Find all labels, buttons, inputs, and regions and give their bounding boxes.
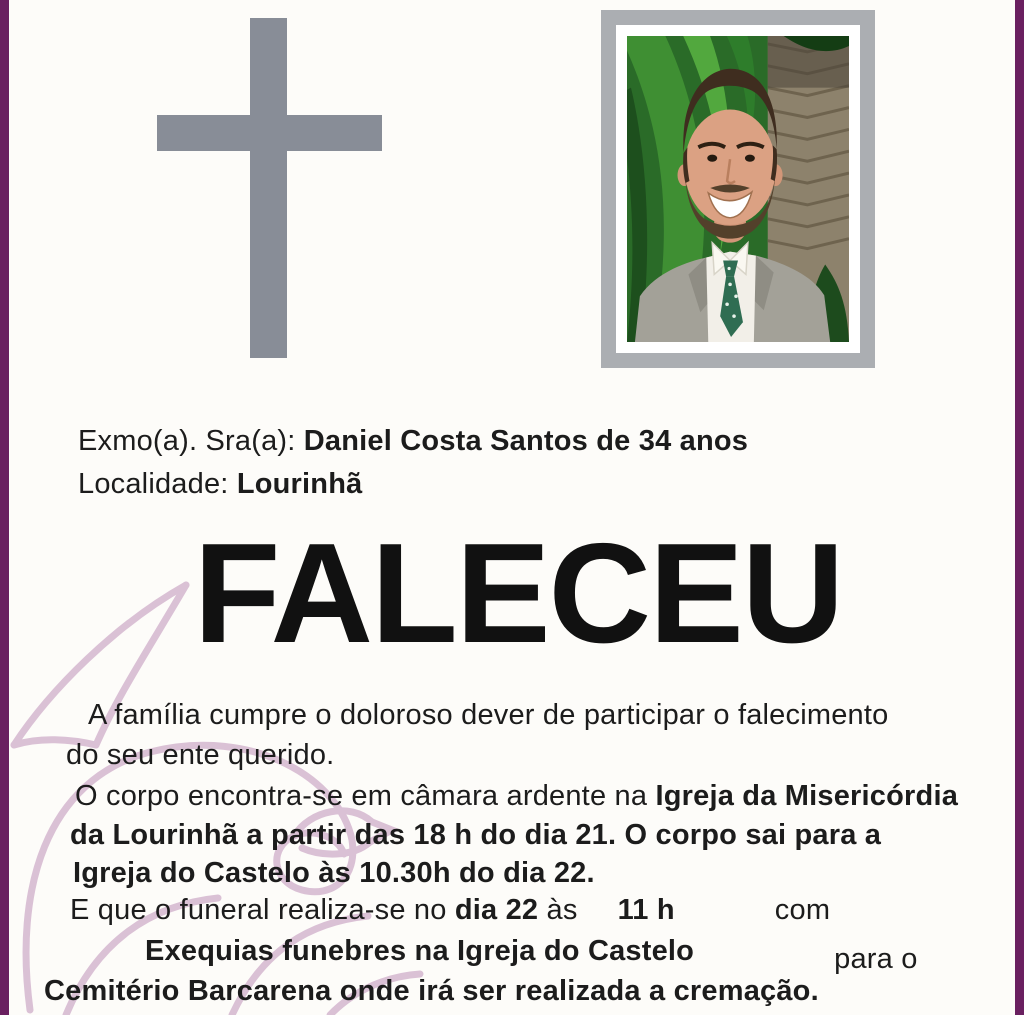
deceased-name: Daniel Costa Santos de 34 anos bbox=[303, 425, 749, 457]
deceased-portrait-photo bbox=[627, 36, 849, 342]
salutation-line bbox=[78, 427, 748, 456]
announcement-line: da Lourinhã a partir das 18 h do dia 21. O corpo sai para a bbox=[70, 819, 882, 851]
funeral-date: dia 22 bbox=[454, 894, 539, 926]
portrait-photo-frame bbox=[601, 10, 875, 368]
body-text: para o bbox=[834, 943, 918, 975]
left-accent-bar bbox=[0, 0, 9, 1015]
announcement-line: Cemitério Barcarena onde irá ser realizada a cremação. bbox=[44, 975, 819, 1007]
body-text: E que o funeral realiza-se no bbox=[70, 894, 455, 926]
locality-value: Lourinhã bbox=[236, 468, 363, 500]
body-text: às bbox=[538, 894, 578, 926]
body-text: com bbox=[774, 894, 831, 926]
salutation-label: Exmo(a). Sra(a): bbox=[78, 425, 296, 457]
exequias-text: Exequias funebres na Igreja do Castelo bbox=[145, 935, 695, 967]
announcement-line: A família cumpre o doloroso dever de participar o falecimento bbox=[88, 699, 889, 731]
cross-vertical-bar bbox=[250, 18, 287, 358]
announcement-line bbox=[70, 896, 830, 925]
announcement-line: Igreja do Castelo às 10.30h do dia 22. bbox=[73, 857, 595, 889]
church-name: Igreja da Misericórdia bbox=[655, 780, 959, 812]
announcement-line bbox=[75, 782, 958, 811]
announcement-line bbox=[145, 935, 918, 975]
headline-faleceu: FALECEU bbox=[193, 514, 843, 673]
locality-label: Localidade: bbox=[78, 468, 229, 500]
announcement-line: do seu ente querido. bbox=[66, 739, 335, 771]
portrait-photo-mat bbox=[616, 25, 860, 353]
cross-horizontal-bar bbox=[157, 115, 382, 151]
locality-line bbox=[78, 470, 362, 499]
right-accent-bar bbox=[1015, 0, 1024, 1015]
body-text: O corpo encontra-se em câmara ardente na bbox=[75, 780, 656, 812]
funeral-time: 11 h bbox=[617, 894, 675, 926]
